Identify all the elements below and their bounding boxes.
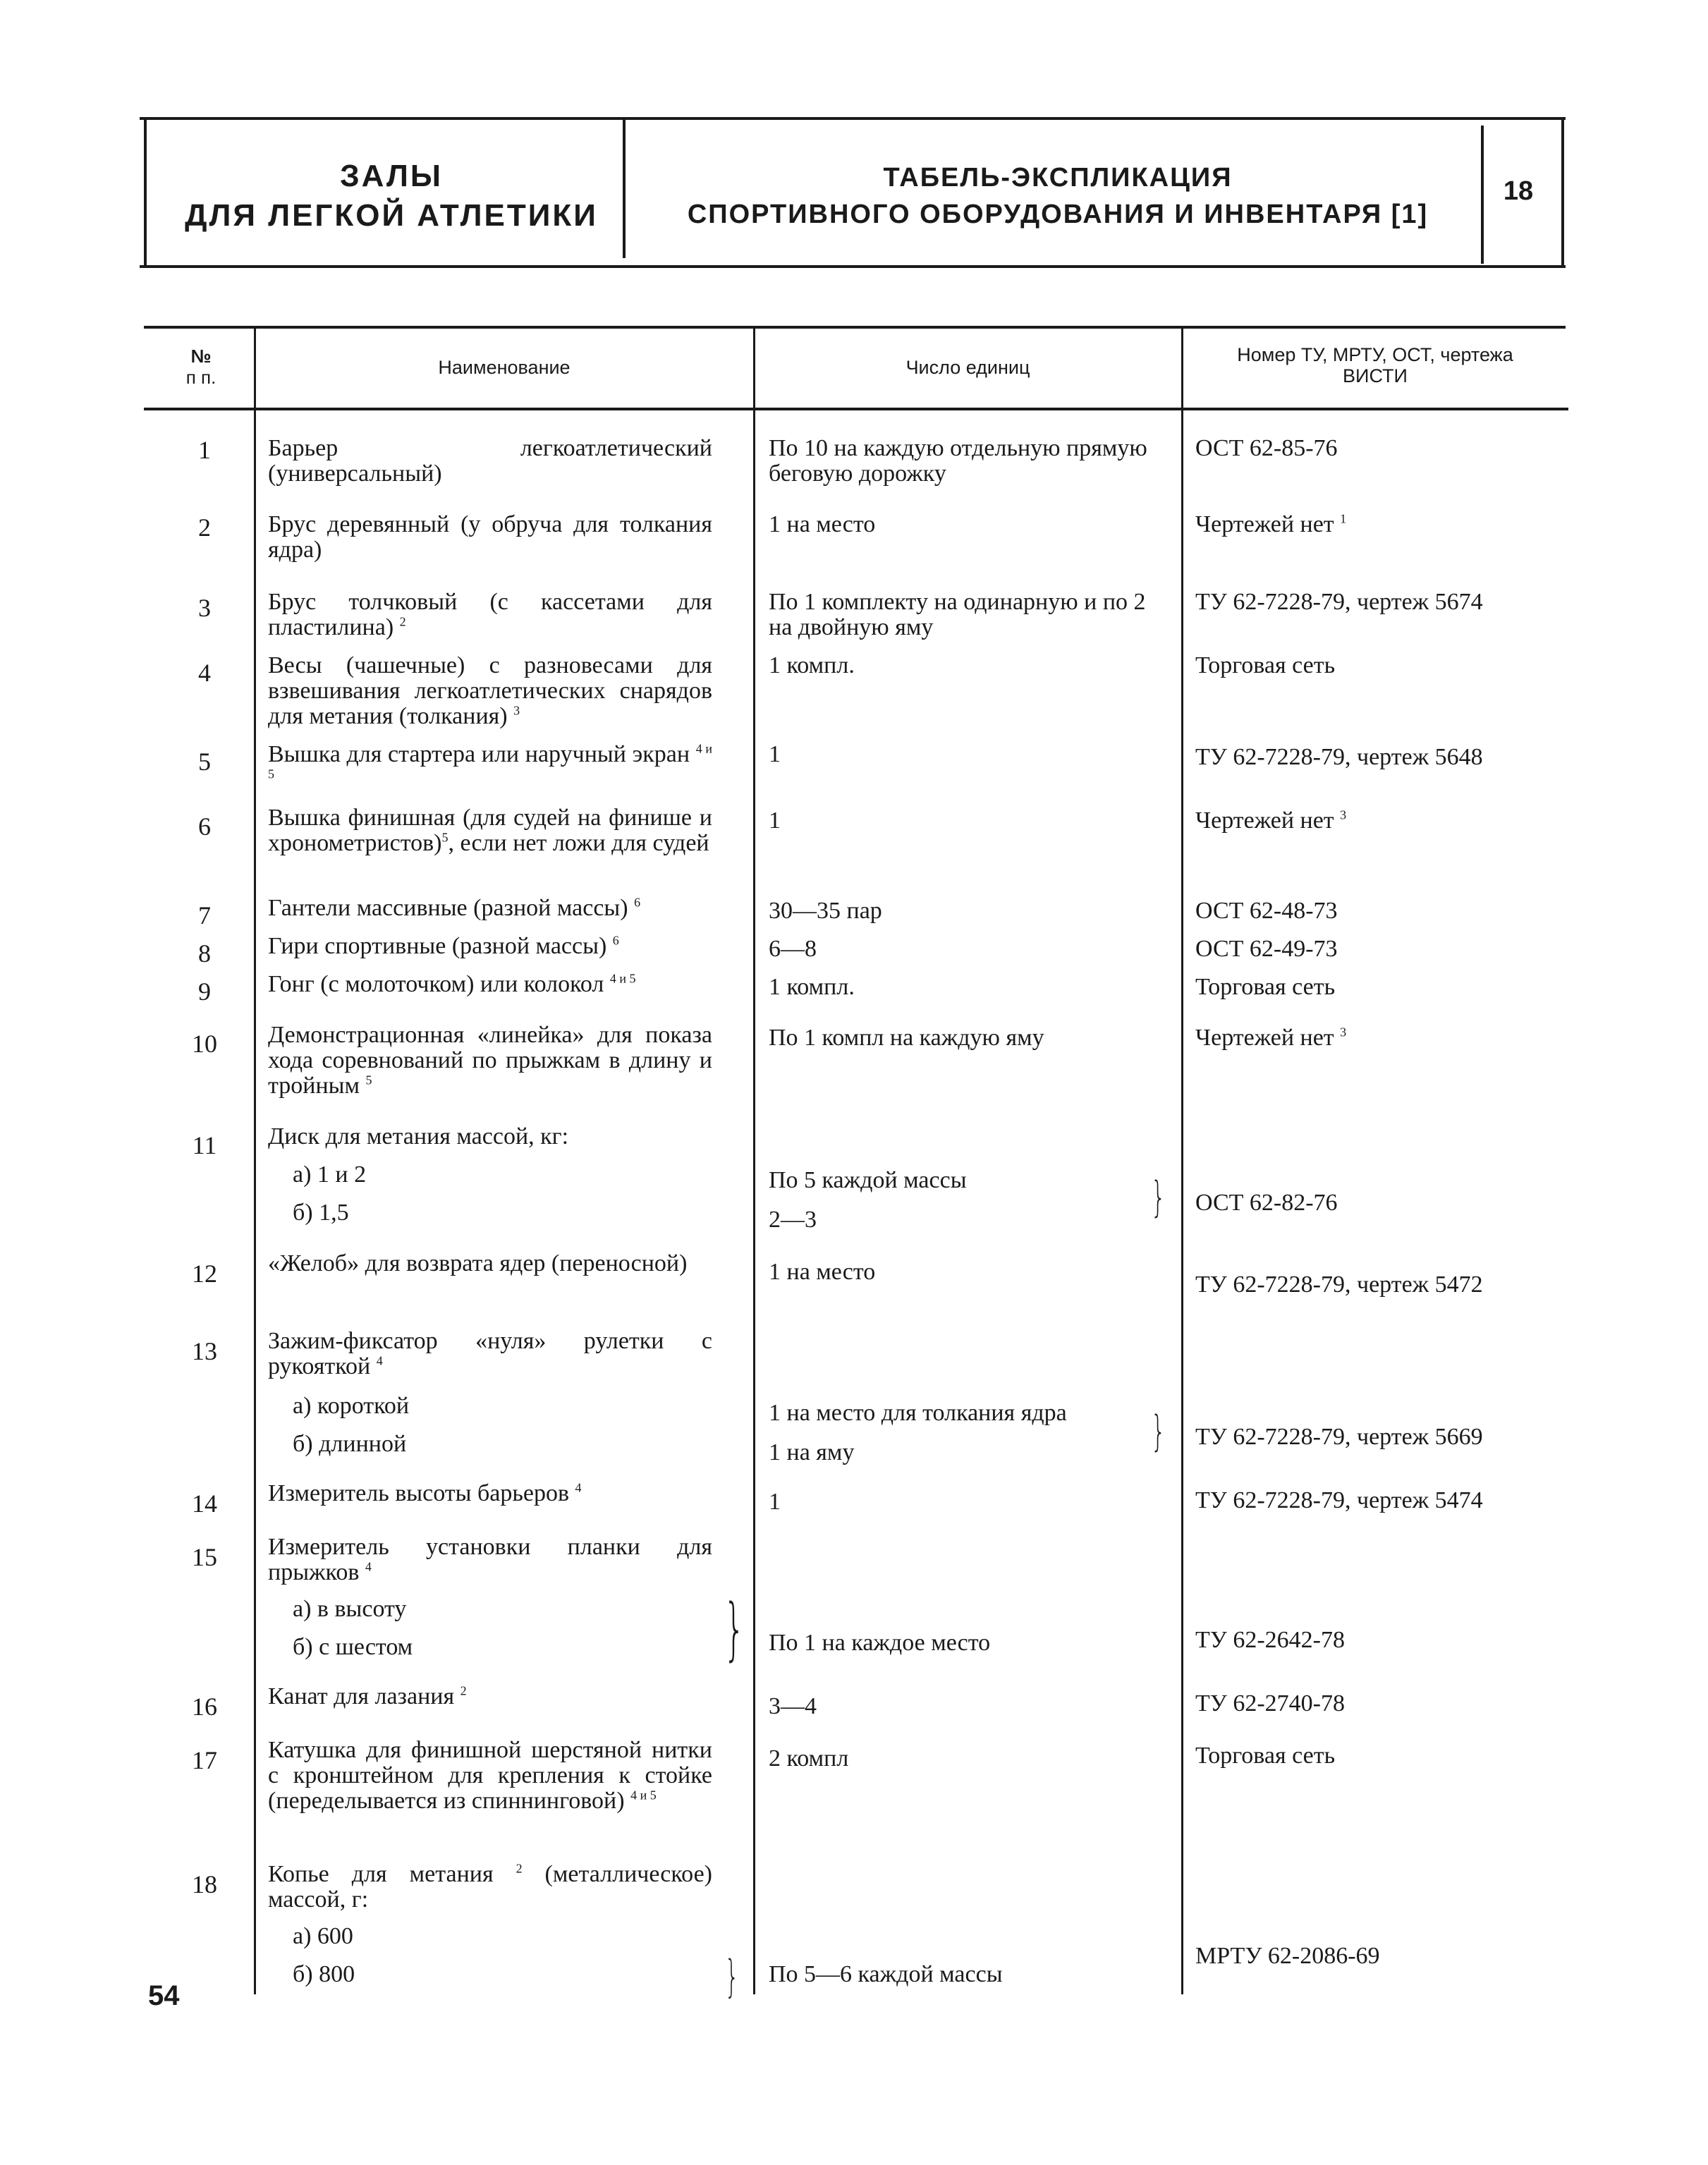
row-number: 14 [192, 1489, 217, 1518]
page-number: 54 [148, 1980, 180, 2011]
item-reference-text: Чертежей нет [1195, 1025, 1334, 1051]
footnote-marker: 6 [612, 933, 619, 948]
section-title [148, 157, 635, 236]
row-number: 5 [198, 748, 211, 776]
item-name [268, 1738, 712, 1814]
footnote-marker: 5 [365, 1073, 372, 1087]
item-name: «Желоб» для возврата ядер (переносной) [268, 1250, 688, 1276]
item-count: 1 [769, 1489, 781, 1515]
row-number: 4 [198, 659, 211, 687]
item-name: Барьер легкоатлетический (универсальный) [268, 435, 712, 487]
row-number: 11 [192, 1131, 217, 1159]
footnote-marker: 4 [365, 1559, 372, 1574]
item-subitem-b: б) длинной [293, 1431, 407, 1457]
item-name [268, 805, 712, 856]
brace-icon: } [1151, 1173, 1166, 1222]
item-count: По 1 комплекту на одинарную и по 2 на двойную яму [769, 589, 1146, 640]
col-header-reference [1185, 344, 1566, 386]
item-count-b: 2—3 [769, 1207, 817, 1233]
row-number: 13 [192, 1337, 217, 1365]
item-reference [1195, 1025, 1562, 1051]
item-name [268, 1535, 712, 1585]
footnote-marker: 1 [1340, 511, 1347, 526]
item-reference: ОСТ 62-82-76 [1195, 1190, 1338, 1216]
col-header-number-symbol: № [190, 346, 212, 367]
item-reference-text: Чертежей нет [1195, 807, 1334, 834]
footnote-marker: 3 [1340, 1025, 1347, 1039]
col-header-reference-line1: Номер ТУ, МРТУ, ОСТ, чертежа [1237, 344, 1513, 365]
item-name [268, 1862, 712, 1913]
item-reference: ОСТ 62-48-73 [1195, 898, 1338, 924]
row-number: 10 [192, 1030, 217, 1058]
item-reference: ТУ 62-7228-79, чертеж 5674 [1195, 589, 1483, 615]
item-name-tail: (металлическое) массой, г: [268, 1861, 713, 1913]
item-name [268, 742, 712, 793]
row-number: 16 [192, 1693, 217, 1721]
sheet-number: 18 [1503, 176, 1534, 206]
footnote-marker: 3 [1340, 807, 1347, 822]
item-count: 1 компл. [769, 652, 855, 678]
item-count: 1 на место [769, 1259, 876, 1285]
item-name-text: Копье для метания [268, 1861, 494, 1887]
item-name [268, 896, 712, 921]
item-count-b: 1 на яму [769, 1439, 855, 1465]
header-bottom-rule [140, 265, 1566, 268]
header-left-border [144, 120, 147, 265]
item-count: 2 компл [769, 1745, 849, 1771]
brace-icon: } [724, 1590, 745, 1669]
footnote-marker: 5 [441, 830, 449, 845]
item-reference: ТУ 62-7228-79, чертеж 5474 [1195, 1487, 1483, 1513]
item-name [268, 934, 712, 959]
item-reference: ТУ 62-2642-78 [1195, 1627, 1345, 1653]
row-number: 18 [192, 1870, 217, 1898]
item-subitem-a: а) 600 [293, 1923, 353, 1949]
table-title [635, 159, 1481, 233]
item-name-text: Гонг (с молоточком) или колокол [268, 971, 604, 997]
section-title-line1: ЗАЛЫ [340, 159, 443, 193]
item-count-a: По 5 каждой массы [769, 1167, 967, 1193]
table-header-bottom-rule [144, 408, 1568, 410]
item-reference [1195, 512, 1562, 537]
col-header-name: Наименование [438, 357, 571, 378]
item-subitem-a: а) 1 и 2 [293, 1161, 367, 1188]
row-number: 12 [192, 1260, 217, 1288]
item-name [268, 590, 712, 640]
section-title-line2: ДЛЯ ЛЕГКОЙ АТЛЕТИКИ [185, 198, 598, 233]
item-reference: МРТУ 62-2086-69 [1195, 1943, 1380, 1969]
footnote-marker: 6 [634, 895, 641, 910]
item-reference: Торговая сеть [1195, 1743, 1336, 1769]
item-reference-text: Чертежей нет [1195, 511, 1334, 537]
item-subitem-b: б) с шестом [293, 1634, 413, 1660]
item-reference: Торговая сеть [1195, 974, 1336, 1000]
brace-icon: } [725, 1951, 739, 2002]
row-number: 6 [198, 812, 211, 841]
item-count: 1 [769, 807, 781, 834]
col-header-number [148, 346, 254, 388]
item-name [268, 1684, 712, 1709]
column-divider-1 [254, 329, 256, 1994]
item-name: Диск для метания массой, кг: [268, 1123, 569, 1149]
item-name-text: Гири спортивные (разной массы) [268, 933, 607, 959]
header-right-border [1561, 120, 1564, 265]
col-header-reference-line2: ВИСТИ [1343, 365, 1408, 386]
item-name [268, 1329, 712, 1379]
table-title-line2: СПОРТИВНОГО ОБОРУДОВАНИЯ И ИНВЕНТАРЯ [1] [687, 200, 1429, 229]
row-number: 7 [198, 901, 211, 929]
item-reference: ТУ 62-7228-79, чертеж 5669 [1195, 1424, 1483, 1450]
item-count: 3—4 [769, 1693, 817, 1719]
row-number: 15 [192, 1543, 217, 1571]
footnote-marker: 3 [513, 703, 520, 718]
footnote-marker: 4 [575, 1480, 582, 1495]
footnote-marker: 2 [460, 1683, 467, 1698]
item-count-a: 1 на место для толкания ядра [769, 1400, 1067, 1426]
header-divider-2 [1481, 126, 1484, 264]
item-reference: ТУ 62-7228-79, чертеж 5648 [1195, 744, 1483, 770]
row-number: 2 [198, 513, 211, 542]
row-number: 8 [198, 939, 211, 968]
item-name-text: Измеритель установки планки для прыжков [268, 1534, 712, 1585]
item-name-text: Катушка для финишной шерстяной нитки с кронштейном для крепления к стойке (переделывается из спиннинговой) [268, 1737, 712, 1814]
column-divider-2 [753, 329, 755, 1994]
row-number: 1 [198, 436, 211, 464]
brace-icon: } [1151, 1407, 1166, 1456]
item-count: 1 компл. [769, 974, 855, 1000]
item-subitem-b: б) 1,5 [293, 1200, 349, 1226]
footnote-marker: 4 и 5 [268, 741, 712, 781]
item-name: Брус деревянный (у обруча для толкания ядра) [268, 511, 712, 563]
item-name-text: Демонстрационная «линейка» для показа хода соревнований по прыжкам в длину и тройным [268, 1022, 712, 1099]
col-header-number-abbr: п п. [185, 367, 216, 388]
footnote-marker: 2 [516, 1861, 523, 1876]
column-divider-3 [1181, 329, 1183, 1994]
row-number: 9 [198, 977, 211, 1006]
item-name-text: Измеритель высоты барьеров [268, 1480, 570, 1506]
item-name [268, 1481, 712, 1506]
item-name-text: Вышка для стартера или наручный экран [268, 741, 690, 767]
item-name-text: Зажим-фиксатор «нуля» рулетки с рукояткой [268, 1328, 712, 1379]
item-subitem-a: а) короткой [293, 1393, 410, 1419]
item-reference: ОСТ 62-85-76 [1195, 435, 1338, 461]
item-count: По 1 на каждое место [769, 1630, 991, 1656]
item-reference: ТУ 62-2740-78 [1195, 1690, 1345, 1716]
item-name-text: Гантели массивные (разной массы) [268, 895, 628, 921]
row-number: 17 [192, 1746, 217, 1774]
item-count: 1 на место [769, 511, 876, 537]
item-name-text: Канат для лазания [268, 1683, 455, 1709]
table-top-rule [144, 326, 1566, 329]
item-reference: ТУ 62-7228-79, чертеж 5472 [1195, 1271, 1483, 1298]
item-count: 30—35 пар [769, 898, 882, 924]
header-top-rule [140, 117, 1566, 120]
item-count: 1 [769, 741, 781, 767]
item-name-tail: , если нет ложи для судей [448, 830, 709, 856]
item-name-text: Вышка финишная (для судей на финише и хронометристов) [268, 805, 712, 856]
item-count: По 1 компл на каждую яму [769, 1025, 1044, 1051]
table-title-line1: ТАБЕЛЬ-ЭКСПЛИКАЦИЯ [883, 163, 1233, 193]
footnote-marker: 2 [399, 614, 406, 629]
item-name [268, 1023, 712, 1099]
item-name-text: Весы (чашечные) с разновесами для взвешивания легкоатлетических снарядов для метания (толкания) [268, 652, 712, 729]
item-count: По 5—6 каждой массы [769, 1961, 1003, 1987]
item-subitem-b: б) 800 [293, 1961, 355, 1987]
item-subitem-a: а) в высоту [293, 1596, 407, 1622]
item-reference: ОСТ 62-49-73 [1195, 936, 1338, 962]
col-header-count: Число единиц [905, 357, 1030, 378]
item-name [268, 972, 712, 997]
item-name-text: Брус толчковый (с кассетами для пластилина) [268, 589, 712, 640]
item-name [268, 653, 712, 729]
item-reference [1195, 808, 1562, 834]
footnote-marker: 4 [376, 1353, 383, 1368]
footnote-marker: 4 и 5 [609, 971, 636, 986]
item-count: По 10 на каждую отдельную прямую беговую дорожку [769, 435, 1147, 487]
item-reference: Торговая сеть [1195, 652, 1336, 678]
row-number: 3 [198, 594, 211, 622]
item-count: 6—8 [769, 936, 817, 962]
footnote-marker: 4 и 5 [630, 1788, 657, 1803]
